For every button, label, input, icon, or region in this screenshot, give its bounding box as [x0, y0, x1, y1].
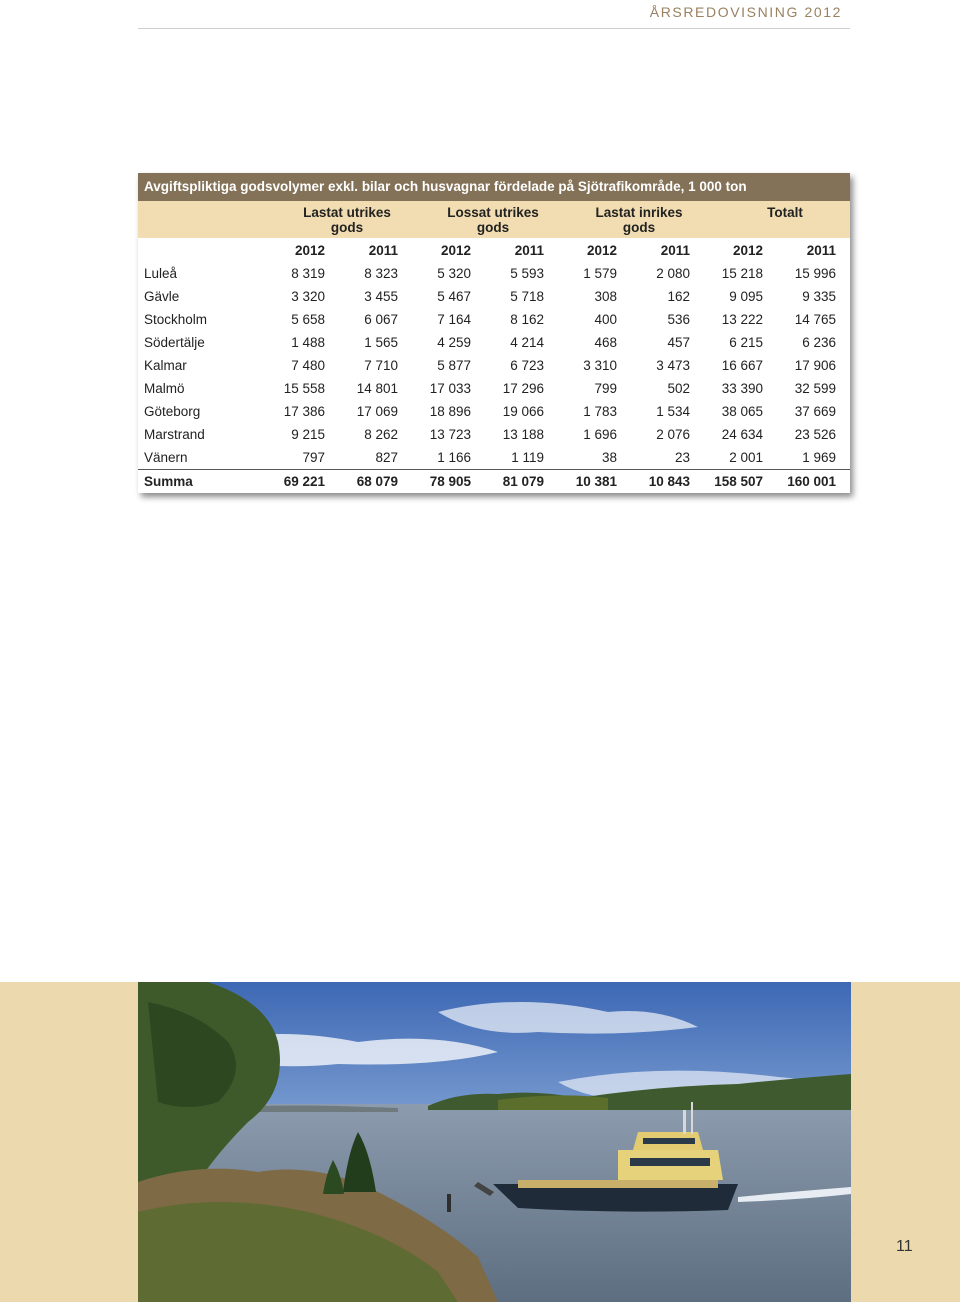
table-cell: 24 634: [721, 427, 763, 442]
table-cell: 8 323: [364, 266, 398, 281]
table-row: [138, 423, 850, 446]
table-cell: 14 801: [356, 381, 398, 396]
group-header-line: Totalt: [767, 205, 803, 220]
table-cell: 536: [667, 312, 690, 327]
table-cell: 16 667: [721, 358, 763, 373]
table-cell: 1 166: [437, 450, 471, 465]
running-header: ÅRSREDOVISNING 2012: [649, 4, 842, 20]
table-row: [138, 446, 850, 470]
table-cell: 17 069: [356, 404, 398, 419]
table-row: [138, 331, 850, 354]
table-cell: 2011: [514, 242, 544, 258]
ship-coast-photo: [138, 982, 851, 1302]
table-cell: 5 593: [510, 266, 544, 281]
table-cell: 15 996: [794, 266, 836, 281]
table-row: [138, 285, 850, 308]
table-cell: 797: [302, 450, 325, 465]
table-cell: 17 386: [283, 404, 325, 419]
row-label: Stockholm: [144, 312, 208, 327]
header-rule: [138, 28, 850, 29]
group-header-line: Lastat utrikes: [303, 205, 391, 220]
table-cell: 81 079: [485, 470, 558, 494]
table-cell: 23: [674, 450, 690, 465]
table-row: [138, 377, 850, 400]
table-cell: 5 467: [437, 289, 471, 304]
group-header-line: gods: [476, 220, 510, 235]
table-cell: 1 534: [656, 404, 690, 419]
table-cell: 5 877: [437, 358, 471, 373]
table-cell: 5 658: [291, 312, 325, 327]
row-label: Vänern: [144, 450, 188, 465]
row-label: Marstrand: [144, 427, 205, 442]
table-cell: 8 262: [364, 427, 398, 442]
table-cell: 19 066: [502, 404, 544, 419]
table-cell: 2011: [660, 242, 690, 258]
table-cell: 158 507: [704, 470, 777, 494]
table-cell: 10 843: [631, 470, 704, 494]
table-cell: 33 390: [721, 381, 763, 396]
table-title: Avgiftspliktiga godsvolymer exkl. bilar och husvagnar fördelade på Sjötrafikområde, 1 000 ton: [138, 173, 850, 201]
table-cell: 32 599: [794, 381, 836, 396]
row-label: Gävle: [144, 289, 180, 304]
table-cell: 38 065: [721, 404, 763, 419]
table-cell: 2011: [806, 242, 836, 258]
table-cell: 1 565: [364, 335, 398, 350]
table-cell: 17 906: [794, 358, 836, 373]
row-label: Kalmar: [144, 358, 187, 373]
table-cell: 1 488: [291, 335, 325, 350]
table-cell: 78 905: [412, 470, 485, 494]
table-cell: 9 095: [729, 289, 763, 304]
table-cell: 23 526: [794, 427, 836, 442]
table-cell: 2012: [294, 242, 325, 258]
table-cell: 2 076: [656, 427, 690, 442]
table-cell: 2 001: [729, 450, 763, 465]
table-cell: 37 669: [794, 404, 836, 419]
table-cell: 4 259: [437, 335, 471, 350]
table-cell: 4 214: [510, 335, 544, 350]
table-cell: 400: [594, 312, 617, 327]
table-cell: 160 001: [777, 470, 850, 494]
group-header-row: [138, 201, 850, 238]
data-table: [138, 238, 850, 493]
table-cell: 6 723: [510, 358, 544, 373]
table-cell: 38: [601, 450, 617, 465]
table-cell: 6 215: [729, 335, 763, 350]
table-cell: 3 455: [364, 289, 398, 304]
table-cell: 15 218: [721, 266, 763, 281]
row-label: Södertälje: [144, 335, 205, 350]
table-cell: 69 221: [266, 470, 339, 494]
table-row: [138, 262, 850, 285]
group-header-line: Lastat inrikes: [595, 205, 683, 220]
table-cell: 9 335: [802, 289, 836, 304]
table-cell: 15 558: [283, 381, 325, 396]
table-cell: 1 969: [802, 450, 836, 465]
freight-volume-table: [138, 173, 850, 493]
table-cell: 3 473: [656, 358, 690, 373]
group-header-line: gods: [622, 220, 656, 235]
row-label: Luleå: [144, 266, 178, 281]
table-cell: 17 296: [502, 381, 544, 396]
table-cell: 468: [594, 335, 617, 350]
page-number: 11: [896, 1238, 913, 1255]
table-cell: 457: [667, 335, 690, 350]
table-row: [138, 354, 850, 377]
table-cell: 7 480: [291, 358, 325, 373]
table-cell: 827: [375, 450, 398, 465]
table-cell: 13 723: [429, 427, 471, 442]
table-cell: 13 222: [721, 312, 763, 327]
table-cell: 6 067: [364, 312, 398, 327]
table-cell: 17 033: [429, 381, 471, 396]
table-cell: 2012: [440, 242, 471, 258]
table-cell: 7 164: [437, 312, 471, 327]
table-cell: 13 188: [502, 427, 544, 442]
table-cell: 1 119: [511, 450, 544, 465]
table-cell: 10 381: [558, 470, 631, 494]
table-cell: 8 162: [510, 312, 544, 327]
table-cell: 799: [594, 381, 617, 396]
table-cell: 8 319: [291, 266, 325, 281]
table-cell: 18 896: [429, 404, 471, 419]
table-row: [138, 308, 850, 331]
table-cell: 6 236: [802, 335, 836, 350]
row-label: Summa: [138, 470, 266, 494]
table-cell: 162: [667, 289, 690, 304]
table-cell: 3 310: [583, 358, 617, 373]
year-header-row: [138, 238, 850, 262]
table-row: [138, 400, 850, 423]
table-cell: 68 079: [339, 470, 412, 494]
group-header-loaded-domestic: [566, 205, 712, 235]
table-cell: 2012: [586, 242, 617, 258]
table-cell: 2011: [368, 242, 398, 258]
table-cell: 2 080: [656, 266, 690, 281]
group-header-unloaded-foreign: [420, 205, 566, 235]
group-header-line: gods: [330, 220, 364, 235]
group-header-total: [712, 205, 858, 220]
total-row: [138, 470, 850, 494]
row-label: Malmö: [144, 381, 185, 396]
table-cell: 1 783: [583, 404, 617, 419]
table-cell: 502: [667, 381, 690, 396]
table-cell: 308: [594, 289, 617, 304]
group-header-loaded-foreign: [274, 205, 420, 235]
table-cell: 2012: [732, 242, 763, 258]
table-cell: 7 710: [364, 358, 398, 373]
table-cell: 1 579: [583, 266, 617, 281]
group-header-line: Lossat utrikes: [447, 205, 539, 220]
row-label: Göteborg: [144, 404, 201, 419]
table-cell: 9 215: [291, 427, 325, 442]
table-cell: 5 718: [510, 289, 544, 304]
table-cell: 3 320: [291, 289, 325, 304]
table-cell: 5 320: [437, 266, 471, 281]
row-label: [138, 238, 266, 262]
table-cell: 14 765: [794, 312, 836, 327]
table-cell: 1 696: [583, 427, 617, 442]
